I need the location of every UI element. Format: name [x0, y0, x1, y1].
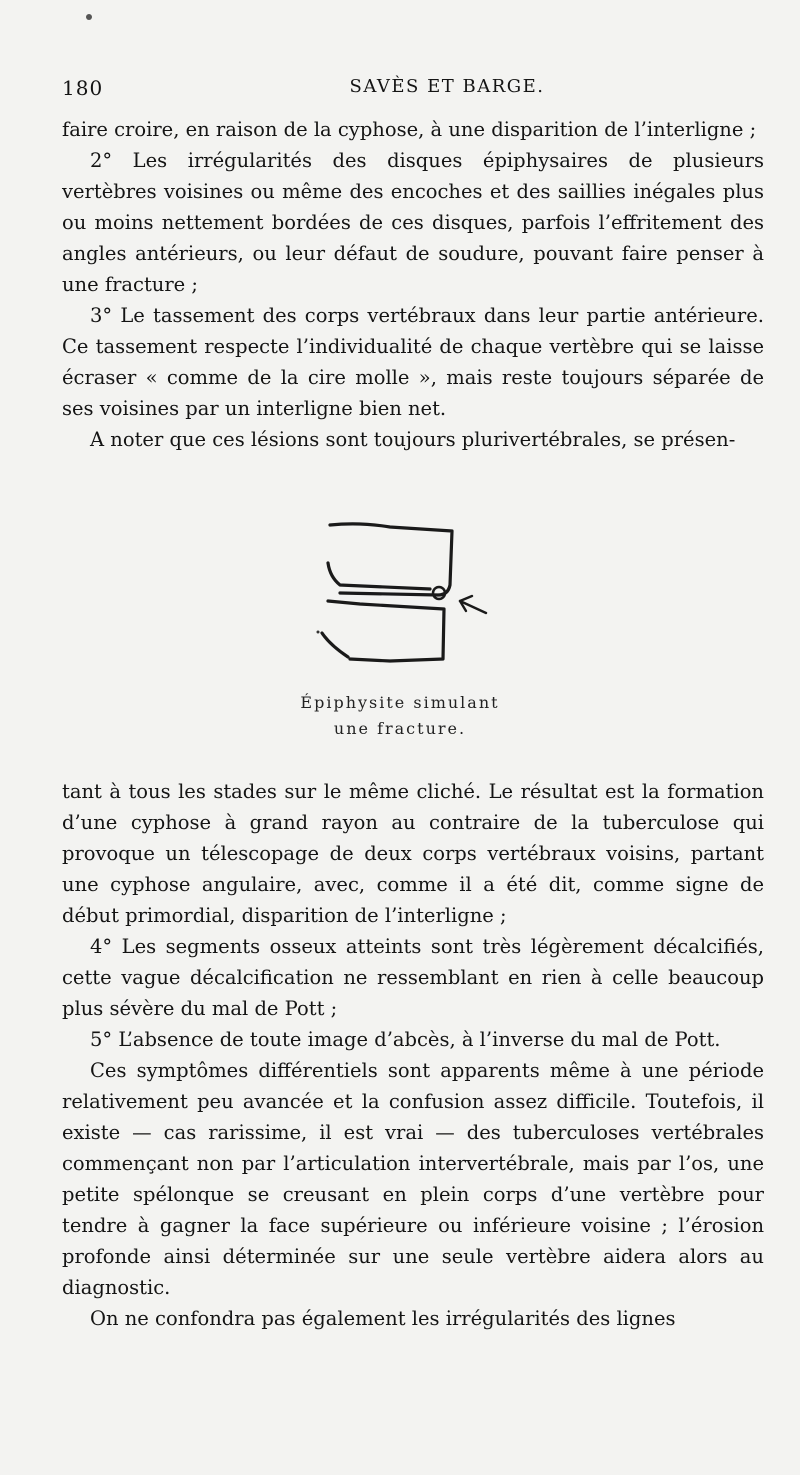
- vertebra-figure: [300, 505, 500, 680]
- paragraph: Ces symptômes différentiels sont apparents même à une période relativement peu avancée et la confusion assez difficile. Toutefois, il existe — cas rarissime, il est vrai — des tuberculoses vertébrales commençant non par l’articulation intervertébrale, mais par l’os, une petite spélonque se creusant en plein corps d’une vertèbre pour tendre à gagner la face supérieure ou inférieure voisine ; l’érosion profonde ainsi déterminée sur une seule vertèbre aidera alors au diagnostic.: [62, 1059, 764, 1299]
- running-title: SAVÈS ET BARGE.: [349, 76, 545, 97]
- paragraph: A noter que ces lésions sont toujours plurivertébrales, se présen-: [90, 428, 736, 451]
- paragraph: On ne confondra pas également les irrégularités des lignes: [90, 1307, 676, 1330]
- paragraph: faire croire, en raison de la cyphose, à une disparition de l’interligne ;: [62, 118, 757, 141]
- ink-speck: [86, 14, 92, 20]
- paragraph: 3° Le tassement des corps vertébraux dans leur partie antérieure. Ce tassement respecte l’individualité de chaque vertèbre qui se laisse écraser « comme de la cire molle », mais reste toujours séparée de ses voisines par un interligne bien net.: [62, 304, 764, 420]
- page-number: 180: [62, 76, 104, 100]
- paragraph: tant à tous les stades sur le même cliché. Le résultat est la formation d’une cyphose à grand rayon au contraire de la tuberculose qui provoque un télescopage de deux corps vertébraux voisins, partant une cyphose angulaire, avec, comme il a été dit, comme signe de début primordial, disparition de l’interligne ;: [62, 780, 764, 927]
- caption-line: Épiphysite simulant: [300, 693, 500, 712]
- page-header: [62, 76, 762, 106]
- body-text-bottom: [62, 776, 764, 1334]
- paragraph: 5° L’absence de toute image d’abcès, à l’inverse du mal de Pott.: [90, 1028, 721, 1051]
- caption-line: une fracture.: [333, 719, 467, 738]
- body-text-top: [62, 114, 764, 455]
- figure-caption: [250, 690, 550, 742]
- vertebra-drawing: [300, 505, 500, 680]
- paragraph: 2° Les irrégularités des disques épiphysaires de plusieurs vertèbres voisines ou même des encoches et des saillies inégales plus ou moins nettement bordées de ces disques, parfois l’effritement des angles antérieurs, ou leur défaut de soudure, pouvant faire penser à une fracture ;: [62, 149, 764, 296]
- paragraph: 4° Les segments osseux atteints sont très légèrement décalcifiés, cette vague décalcification ne ressemblant en rien à celle beaucoup plus sévère du mal de Pott ;: [62, 935, 764, 1020]
- ink-speck: [317, 631, 320, 634]
